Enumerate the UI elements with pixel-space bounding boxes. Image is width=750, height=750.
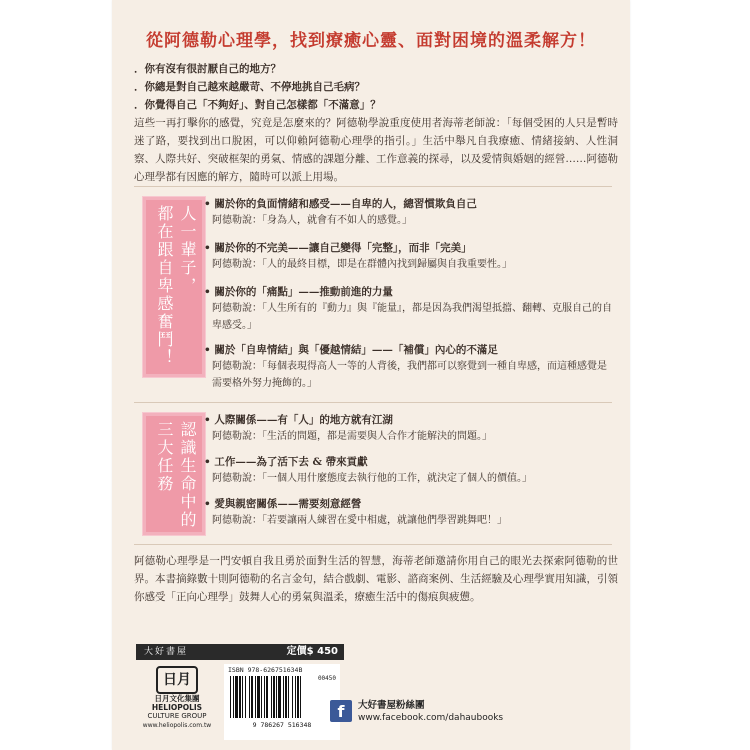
intro-paragraph: 這些一再打擊你的感覺，究竟是怎麼來的？阿德勒學說重度使用者海蒂老師說：「每個受困的人只是暫時迷了路，要找到出口脫困，可以仰賴阿德勒心理學的指引。」生活中舉凡自我療癒、情緒接納、人性洞察、人際共好、突破框架的勇氣、情感的課題分離、工作意義的探尋，以及愛情與婚姻的經營……阿德勒心理學都有因應的解方，隨時可以派上用場。 xyxy=(134,117,618,183)
logo-en1: HELIOPOLIS xyxy=(151,703,203,712)
list-item xyxy=(204,196,614,240)
divider xyxy=(134,544,612,545)
item-quote: 阿德勒說：「每個表現得高人一等的人背後，我們都可以察覺到一種自卑感，而這種感覺是需要格外努力掩飾的。」 xyxy=(212,361,607,389)
publisher-brand: 大好書屋 xyxy=(144,647,189,657)
price-label: 定價$ 450 xyxy=(286,646,338,657)
facebook-name: 大好書屋粉絲團 xyxy=(358,700,425,711)
headline: 從阿德勒心理學，找到療癒心靈、面對困境的溫柔解方！ xyxy=(146,31,596,51)
item-title: • 人際關係——有「人」的地方就有江湖 xyxy=(204,414,393,426)
item-title: • 關於你的不完美——讓自己變得「完整」，而非「完美」 xyxy=(204,242,472,254)
divider xyxy=(134,402,612,403)
logo-name: 日月文化集團 xyxy=(154,694,200,703)
barcode xyxy=(224,664,340,740)
list-item xyxy=(204,454,614,496)
question-list xyxy=(134,60,381,114)
section2-label-line1: 認識生命中的 xyxy=(178,421,197,529)
section1-label-line1: 人一輩子， xyxy=(178,205,197,295)
item-quote: 阿德勒說：「若要讓兩人練習在愛中相處，就讓他們學習跳舞吧！」 xyxy=(212,515,507,526)
list-item xyxy=(204,342,614,392)
question-item: ．你總是對自己越來越嚴苛、不停地挑自己毛病？ xyxy=(134,81,365,93)
section2-items xyxy=(204,412,614,529)
item-title: • 關於你的負面情緒和感受——自卑的人，總習慣欺負自己 xyxy=(204,198,477,210)
book-back-cover xyxy=(112,0,630,750)
item-quote: 阿德勒說：「人生所有的『動力』與『能量』，都是因為我們渴望抵擋、翻轉、克服自己的自卑感受。」 xyxy=(212,303,612,331)
logo-icon: 日月 xyxy=(156,666,198,694)
section1-label-line2: 都在跟自卑感奮鬥！ xyxy=(155,205,174,367)
item-title: • 愛與親密關係——需要刻意經營 xyxy=(204,498,362,510)
list-item xyxy=(204,412,614,454)
facebook-text xyxy=(358,700,503,724)
price-code: 00450 xyxy=(317,675,336,682)
publisher-logo xyxy=(138,666,216,730)
list-item xyxy=(204,240,614,284)
section1-items xyxy=(204,196,614,392)
question-item: ．你覺得自己「不夠好」、對自己怎樣都「不滿意」？ xyxy=(134,99,381,111)
publisher-block xyxy=(136,644,344,744)
section2-label-panel xyxy=(142,412,206,536)
barcode-bars xyxy=(228,676,336,728)
list-item xyxy=(204,284,614,342)
publisher-website: www.heliopolis.com.tw xyxy=(142,722,212,729)
item-quote: 阿德勒說：「生活的問題，都是需要與人合作才能解決的問題。」 xyxy=(212,431,492,442)
section1-label-panel xyxy=(142,196,206,378)
outro-paragraph: 阿德勒心理學是一門安頓自我且勇於面對生活的智慧，海蒂老師邀請你用自己的眼光去探索阿德勒的世界。本書摘錄數十則阿德勒的名言金句，結合戲劇、電影、諮商案例、生活經驗及心理學實用知識，引領你感受「正向心理學」鼓舞人心的勇氣與溫柔，療癒生活中的傷痕與疲憊。 xyxy=(134,555,618,603)
barcode-digits: 9 786267 516348 xyxy=(252,721,312,728)
isbn-label: ISBN 978-626751634B xyxy=(228,666,303,674)
item-quote: 阿德勒說：「人的最終目標，即是在群體內找到歸屬與自我重要性。」 xyxy=(212,259,512,270)
facebook-url: www.facebook.com/dahaubooks xyxy=(358,713,504,723)
item-title: • 關於「自卑情結」與「優越情結」——「補償」內心的不滿足 xyxy=(204,344,498,356)
facebook-icon: f xyxy=(330,700,352,722)
publisher-bar xyxy=(136,644,344,660)
list-item xyxy=(204,496,614,529)
logo-en2: CULTURE GROUP xyxy=(147,712,207,720)
item-quote: 阿德勒說：「一個人用什麼態度去執行他的工作，就決定了個人的價值。」 xyxy=(212,473,532,484)
item-title: • 工作——為了活下去 & 帶來貢獻 xyxy=(204,456,368,468)
item-title: • 關於你的「痛點」——推動前進的力量 xyxy=(204,286,393,298)
divider xyxy=(134,186,612,187)
question-item: ．你有沒有很討厭自己的地方？ xyxy=(134,63,281,75)
section2-label-line2: 三大任務 xyxy=(155,421,174,493)
item-quote: 阿德勒說：「身為人，就會有不如人的感覺。」 xyxy=(212,215,412,226)
